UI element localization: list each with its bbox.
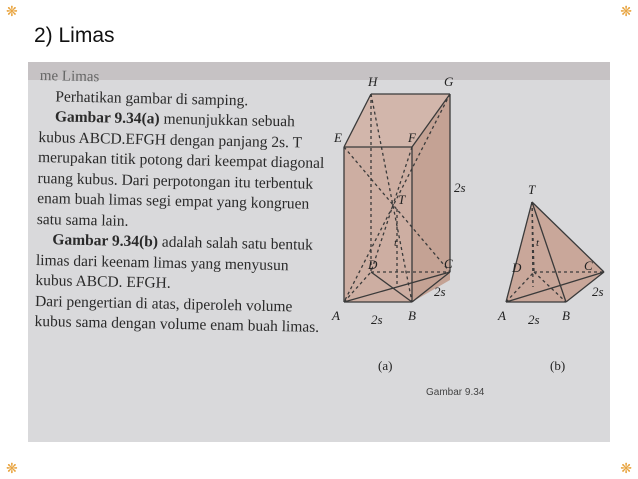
vertex-label-d: D	[368, 257, 378, 272]
book-paragraph-2	[35, 230, 326, 298]
vertex-label-c: C	[444, 256, 453, 271]
textbook-photo	[28, 62, 610, 442]
pyramid-label-t: T	[528, 182, 536, 197]
book-paragraph-1	[37, 107, 330, 236]
book-subhead: me Limas	[39, 67, 100, 86]
book-paragraph-intro: Perhatikan gambar di samping.	[55, 87, 249, 109]
subfigure-label-a: (a)	[378, 358, 393, 373]
vertex-label-t: T	[398, 192, 406, 207]
vertex-label-b: B	[408, 308, 416, 323]
decorative-star-icon: ❋	[620, 3, 632, 19]
pyramid-height-label-t: t	[536, 237, 540, 249]
figure-ref-a: Gambar 9.34(a)	[54, 108, 160, 128]
pyramid-label-c: C	[584, 258, 593, 273]
figure-drawing	[328, 72, 610, 422]
edge-label-depth: 2s	[434, 284, 446, 299]
paragraph-2-body: adalah salah satu bentuk limas dari keenam limas yang menyusun kubus ABCD. EFGH.	[35, 233, 314, 292]
pyramid-figure-b	[506, 202, 604, 302]
slide-title: 2) Limas	[34, 24, 115, 47]
figure-ref-b: Gambar 9.34(b)	[52, 231, 159, 251]
vertex-label-e: E	[334, 130, 342, 145]
height-label-t: t	[394, 237, 398, 249]
book-text-column	[34, 66, 330, 339]
vertex-label-a: A	[332, 308, 340, 323]
subfigure-label-b: (b)	[550, 358, 566, 373]
decorative-star-icon: ❋	[6, 460, 18, 476]
decorative-star-icon: ❋	[620, 460, 632, 476]
book-paragraph-3: Dari pengertian di atas, diperoleh volume kubus sama dengan volume enam buah limas.	[34, 292, 320, 336]
vertex-label-h: H	[368, 74, 378, 89]
decorative-star-icon: ❋	[6, 3, 18, 19]
edge-label-bottom: 2s	[371, 312, 383, 327]
paragraph-1-body: menunjukkan sebuah kubus ABCD.EFGH dengan panjang 2s. T merupakan titik potong dari keempat diagonal ruang kubus. Dari perpotongan itu terbentuk enam buah limas segi empat yang kongruen satu sama lain.	[36, 110, 325, 230]
pyramid-edge-bottom: 2s	[528, 312, 540, 327]
vertex-label-g: G	[444, 74, 454, 89]
cube-figure-a	[344, 94, 450, 302]
figure-9-34	[328, 72, 610, 422]
pyramid-label-b: B	[562, 308, 570, 323]
pyramid-edge-depth: 2s	[592, 284, 604, 299]
vertex-label-f: F	[408, 130, 416, 145]
pyramid-label-d: D	[512, 260, 522, 275]
pyramid-label-a: A	[498, 308, 506, 323]
edge-label-right: 2s	[454, 180, 466, 195]
figure-caption: Gambar 9.34	[426, 387, 485, 398]
